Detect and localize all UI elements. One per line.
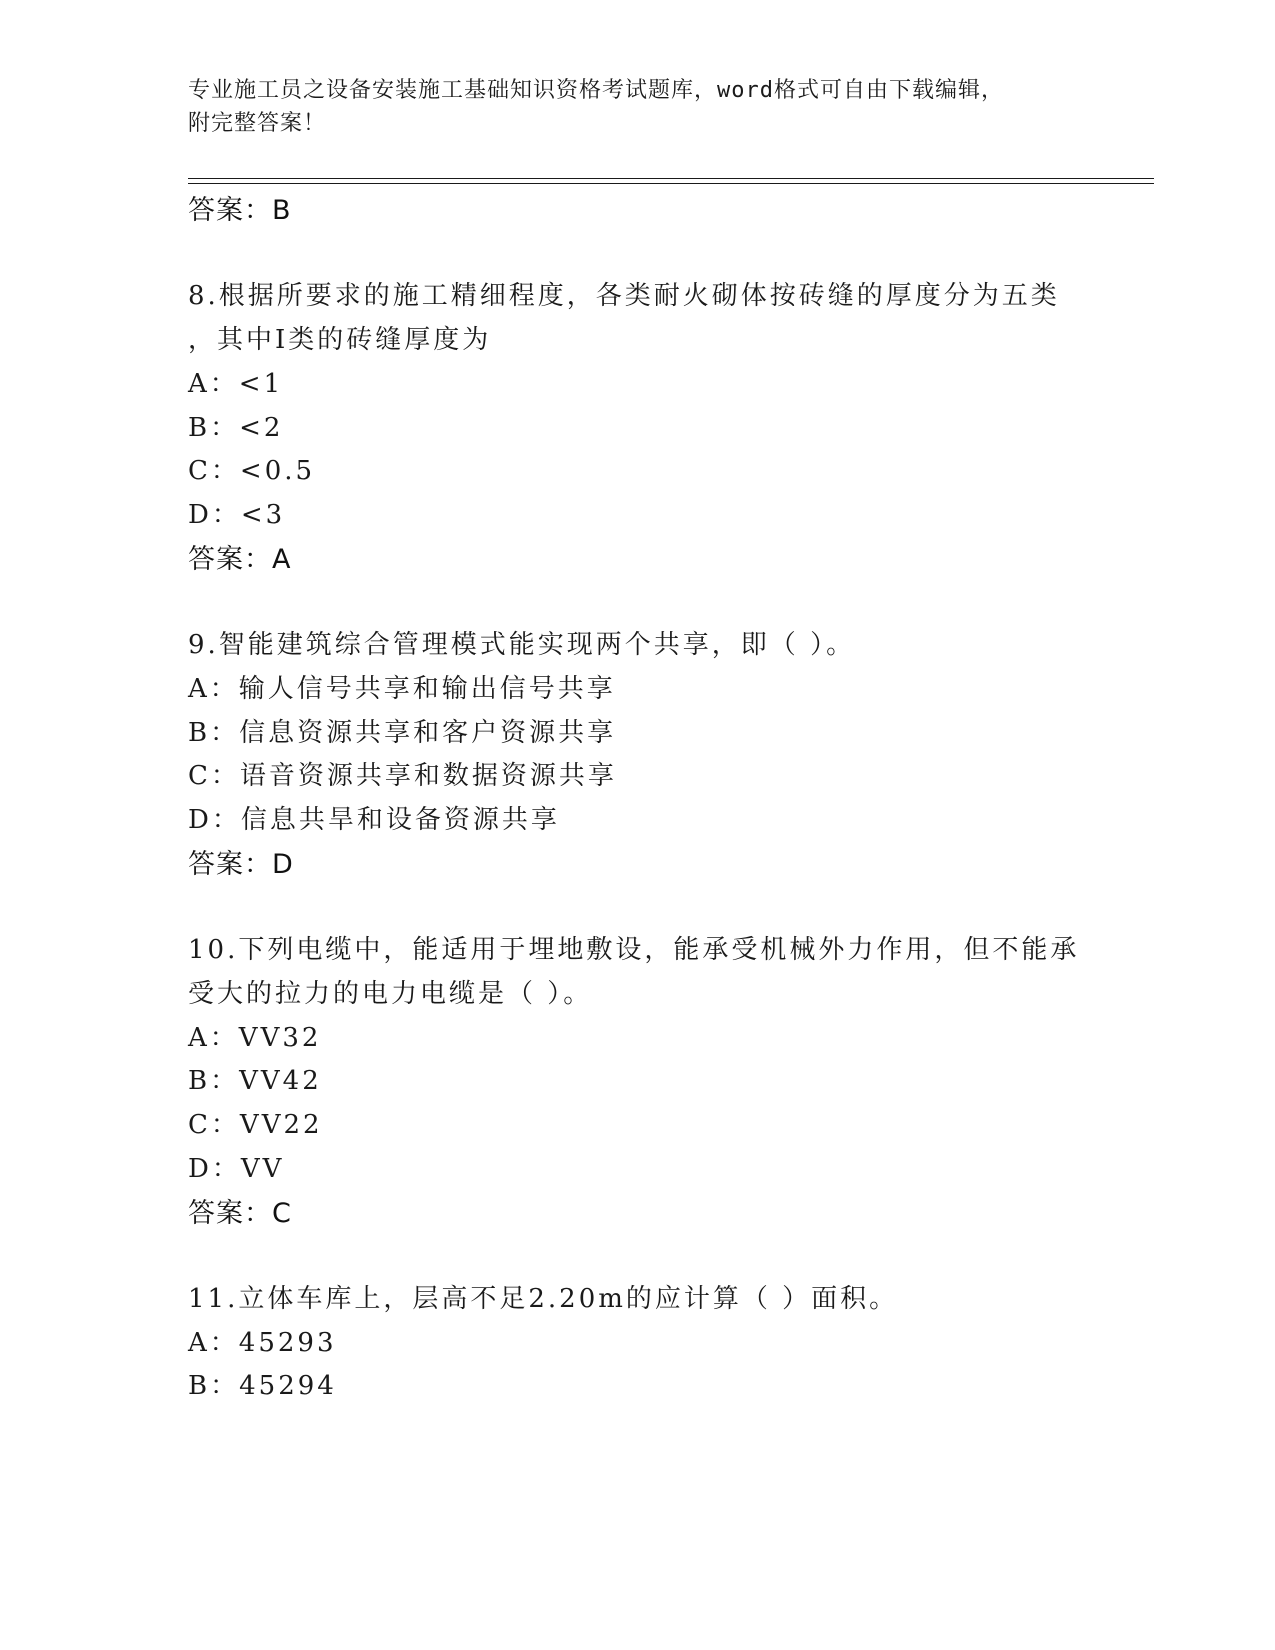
option-separator: ：: [210, 456, 240, 486]
option-text: VV: [240, 1154, 285, 1184]
option-text: VV42: [239, 1066, 322, 1096]
option-key: B: [188, 1371, 211, 1401]
option-separator: ：: [210, 761, 240, 791]
question-10-option-c: [188, 1104, 323, 1141]
question-8-option-c: [188, 450, 315, 487]
option-separator: ：: [210, 718, 240, 748]
option-key: B: [188, 413, 211, 443]
question-9-answer: 答案：D: [188, 849, 294, 880]
question-9-option-a: [188, 668, 616, 705]
question-10-answer: 答案：C: [188, 1198, 292, 1229]
option-key: B: [188, 718, 211, 748]
previous-answer: 答案：B: [188, 195, 292, 226]
question-9-option-b: [188, 712, 616, 749]
question-8-answer: 答案：A: [188, 544, 292, 575]
option-text: <3: [240, 500, 286, 530]
question-9-line-1: 9.智能建筑综合管理模式能实现两个共享，即（ ）。: [188, 630, 856, 660]
option-text: 输人信号共享和输出信号共享: [238, 674, 616, 704]
header-line-1: 专业施工员之设备安装施工基础知识资格考试题库，word格式可自由下载编辑，: [188, 78, 1004, 103]
question-10-option-b: [188, 1060, 322, 1097]
question-8-line-2: ，其中Ⅰ类的砖缝厚度为: [188, 325, 492, 355]
option-separator: ：: [211, 1154, 241, 1184]
option-key: D: [188, 1154, 212, 1184]
option-text: <2: [239, 413, 284, 443]
header-divider-top: [188, 178, 1154, 179]
option-separator: ：: [211, 500, 241, 530]
option-key: B: [188, 1066, 211, 1096]
option-key: C: [188, 761, 211, 791]
option-text: <0.5: [239, 456, 316, 486]
option-text: 45294: [239, 1371, 337, 1401]
question-9-option-d: [188, 799, 560, 836]
question-8-option-b: [188, 407, 283, 444]
option-key: A: [188, 369, 210, 399]
option-text: VV32: [238, 1023, 322, 1053]
option-separator: ：: [211, 805, 241, 835]
option-text: 信息共旱和设备资源共享: [240, 805, 560, 835]
document-header: [188, 74, 1088, 140]
option-separator: ：: [209, 369, 239, 399]
option-separator: ：: [210, 1371, 240, 1401]
option-text: 信息资源共享和客户资源共享: [239, 718, 617, 748]
option-key: C: [188, 456, 211, 486]
option-separator: ：: [209, 1328, 239, 1358]
header-line-2: 附完整答案！: [188, 111, 327, 136]
question-11-option-a: [188, 1322, 337, 1359]
question-10-line-2: 受大的拉力的电力电缆是（ ）。: [188, 979, 593, 1009]
question-10-option-a: [188, 1017, 321, 1054]
option-separator: ：: [209, 1023, 239, 1053]
option-separator: ：: [209, 674, 239, 704]
option-separator: ：: [210, 1066, 240, 1096]
question-8-option-a: [188, 363, 283, 400]
question-8-line-1: 8.根据所要求的施工精细程度，各类耐火砌体按砖缝的厚度分为五类: [188, 281, 1060, 311]
header-divider-bottom: [188, 183, 1154, 184]
option-separator: ：: [210, 1110, 240, 1140]
question-10-line-1: 10.下列电缆中，能适用于埋地敷设，能承受机械外力作用，但不能承: [188, 935, 1080, 965]
question-11-line-1: 11.立体车库上，层高不足2.20m的应计算（ ）面积。: [188, 1284, 899, 1314]
option-key: C: [188, 1110, 211, 1140]
option-key: A: [188, 1023, 210, 1053]
question-8-option-d: [188, 494, 285, 531]
question-10-option-d: [188, 1148, 284, 1185]
question-9-option-c: [188, 755, 617, 792]
option-separator: ：: [210, 413, 240, 443]
question-11-option-b: [188, 1365, 337, 1402]
option-text: 语音资源共享和数据资源共享: [239, 761, 617, 791]
option-key: A: [188, 1328, 210, 1358]
option-text: <1: [238, 369, 284, 399]
option-key: A: [188, 674, 210, 704]
option-key: D: [188, 805, 212, 835]
option-text: 45293: [238, 1328, 337, 1358]
option-key: D: [188, 500, 212, 530]
option-text: VV22: [239, 1110, 323, 1140]
